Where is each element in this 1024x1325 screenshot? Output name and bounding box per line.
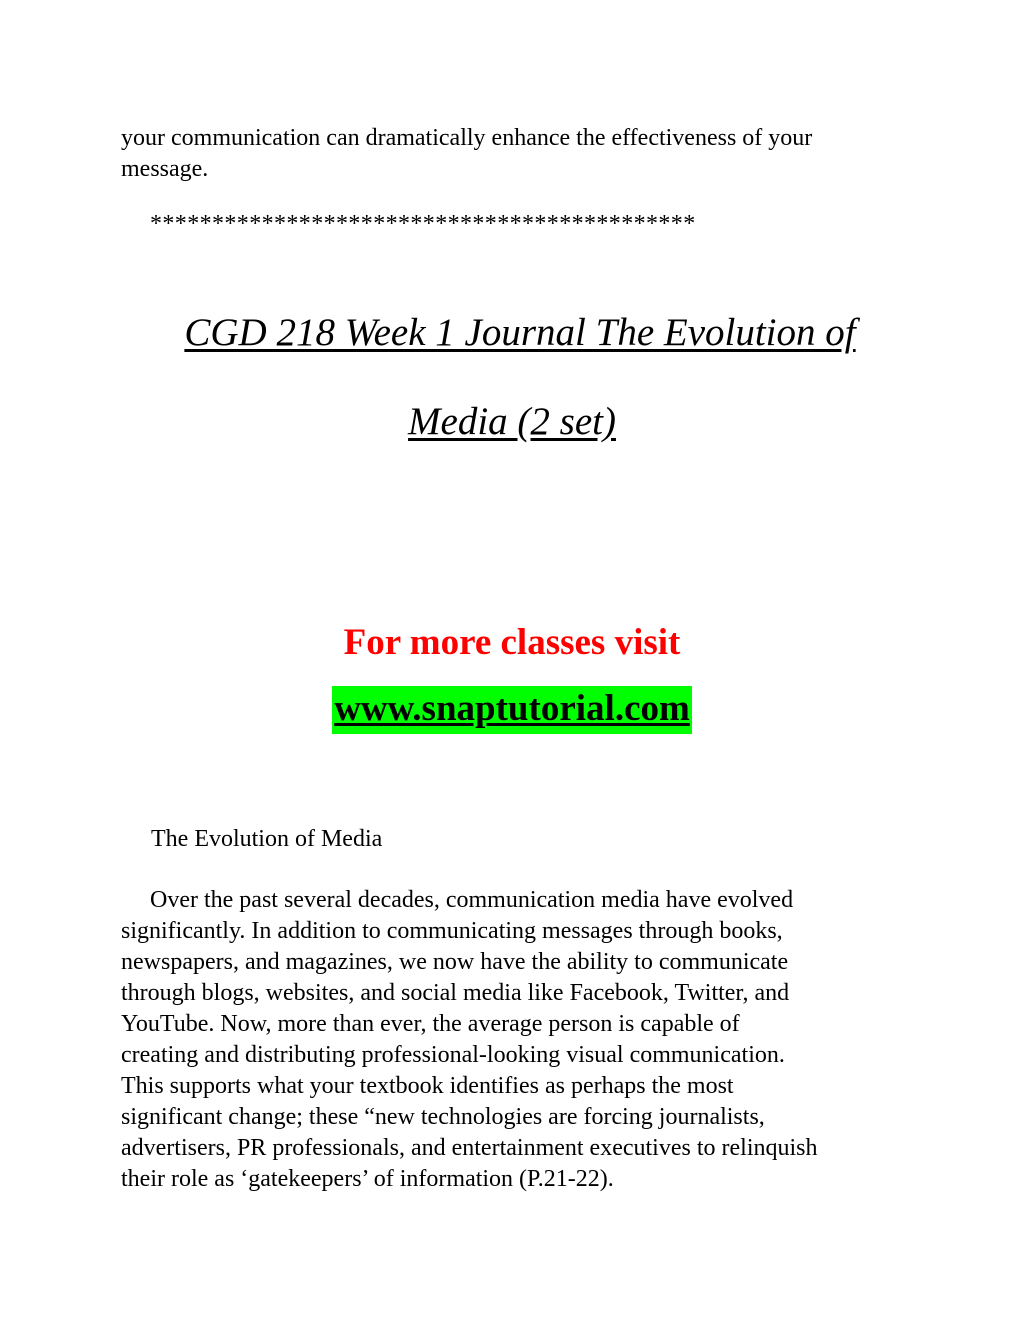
paragraph-line: through blogs, websites, and social media like Facebook, Twitter, and xyxy=(121,980,790,1006)
paragraph-line: advertisers, PR professionals, and entertainment executives to relinquish xyxy=(121,1135,818,1161)
intro-paragraph xyxy=(121,123,911,185)
document-title-line-1 xyxy=(0,310,1024,356)
paragraph-line: Over the past several decades, communication media have evolved xyxy=(150,887,794,913)
paragraph-line: creating and distributing professional-looking visual communication. xyxy=(121,1042,785,1068)
paragraph-line: significant change; these “new technologies are forcing journalists, xyxy=(121,1104,765,1130)
paragraph-line: significantly. In addition to communicating messages through books, xyxy=(121,918,783,944)
paragraph-line: their role as ‘gatekeepers’ of information (P.21-22). xyxy=(121,1166,614,1192)
section-heading: The Evolution of Media xyxy=(151,826,383,852)
separator-stars: ******************************************** xyxy=(150,211,696,237)
promo-link-container xyxy=(0,686,1024,734)
intro-line: your communication can dramatically enhance the effectiveness of your xyxy=(121,125,813,151)
paragraph-line: This supports what your textbook identifies as perhaps the most xyxy=(121,1073,734,1099)
body-paragraph xyxy=(121,885,916,1195)
paragraph-line: YouTube. Now, more than ever, the average person is capable of xyxy=(121,1011,740,1037)
promo-text: For more classes visit xyxy=(343,622,681,663)
title-text: Media (2 set) xyxy=(408,400,616,443)
document-title-line-2 xyxy=(0,399,1024,445)
title-text: CGD 218 Week 1 Journal The Evolution of xyxy=(184,311,856,354)
intro-line: message. xyxy=(121,156,209,182)
website-link[interactable]: www.snaptutorial.com xyxy=(332,686,692,734)
paragraph-line: newspapers, and magazines, we now have the ability to communicate xyxy=(121,949,789,975)
